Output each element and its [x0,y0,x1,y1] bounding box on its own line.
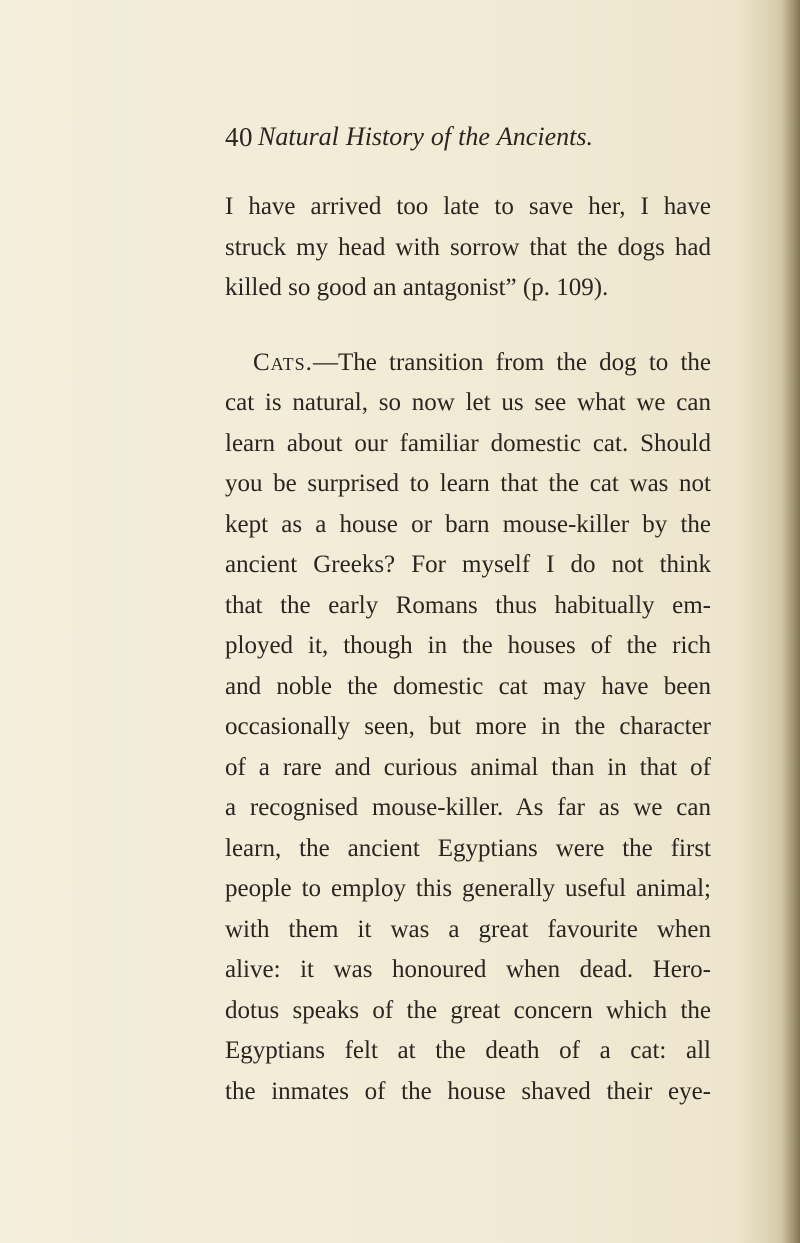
text-line: learn about our familiar domestic cat. Should [225,429,711,457]
paragraph-gap [225,309,711,343]
text-line: alive: it was honoured when dead. Hero- [225,956,711,983]
text-line: dotus speaks of the great concern which the [225,996,711,1024]
text-line: people to employ this generally useful animal; [225,875,711,902]
text-line [225,343,711,384]
paragraph [225,187,711,309]
page-edge-shadow [782,0,800,1243]
text-line: killed so good an antagonist” (p. 109). [225,274,609,301]
body-text [225,187,711,1112]
text-line: and noble the domestic cat may have been [225,672,711,700]
text-line: with them it was a great favourite when [225,915,711,943]
text-line: the inmates of the house shaved their eye- [225,1077,711,1105]
text-line: ancient Greeks? For myself I do not think [225,551,711,578]
text-line: occasionally seen, but more in the character [225,713,711,740]
text-line: a recognised mouse-killer. As far as we can [225,794,711,821]
text-line: of a rare and curious animal than in that of [225,753,711,781]
running-title-word: of [430,122,452,151]
text-line-rest: —The transition from the dog to the [312,348,711,376]
running-header [225,122,645,162]
running-title-word: History [345,122,424,151]
running-title-word: Ancients. [496,122,593,151]
text-line: kept as a house or barn mouse-killer by the [225,510,711,538]
section-lead: Cats. [253,348,313,376]
running-title-word: Natural [258,122,339,151]
paragraph [225,343,711,1113]
text-line: that the early Romans thus habitually em- [225,591,711,619]
text-line: you be surprised to learn that the cat was not [225,470,711,497]
text-line: cat is natural, so now let us see what we can [225,389,711,416]
page-number: 40 [225,122,253,152]
text-line: ployed it, though in the houses of the rich [225,632,711,659]
text-line: Egyptians felt at the death of a cat: all [225,1037,711,1064]
running-title-word: the [458,122,490,151]
text-line: I have arrived too late to save her, I have [225,193,711,220]
running-title [258,122,600,152]
text-line: struck my head with sorrow that the dogs had [225,233,711,261]
text-line: learn, the ancient Egyptians were the first [225,834,711,862]
